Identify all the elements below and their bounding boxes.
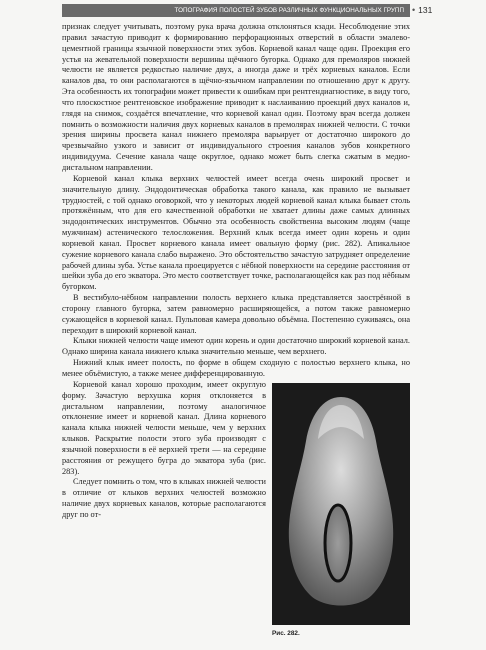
paragraph: Следует помнить о том, что в клыках нижней челюсти в отличие от клыков верхних челюстей возможно наличие двух корневых каналов, которые располагаются друг по от- <box>62 477 266 519</box>
paragraph: В вестибуло-нёбном направлении полость верхнего клыка представляется заострённой в сторону главного бугорка, затем равномерно расширяющейся, а потом также равномерно сужающейся в корневой канал. Пульповая камера довольно объёмна. Постепенно суживаясь, она переходит в широкий корневой канал. <box>62 293 410 335</box>
page-number-block <box>412 4 432 17</box>
body-text <box>62 22 410 640</box>
paragraph: признак следует учитывать, поэтому рука врача должна отклоняться кзади. Несоблюдение этих правил зачастую приводит к формированию перфорационных отверстий в области эмалево-цементной границы язычной поверхности этих зубов. Корневой канал чаще один. Проекция его устья на жевательной поверхности вершины щёчного бугорка. Однако для премоляров нижней челюсти не является редкостью наличие двух, а иногда даже и трёх корневых каналов. Если каналов два, то они располагаются в щёчно-язычном направлении по отношению друг к другу. Эта особенность их топографии может привести к ошибкам при рентгендиагностике, в виду того, что плоскостное рентгеновское изображение приводит к наслаиванию проекций двух каналов и, глядя на снимок, создаётся впечатление, что корневой канал один. Поэтому врач всегда должен помнить о возможности наличия двух корневых каналов в премолярах нижней челюсти. С точки зрения ширины просвета канал нижнего премоляра варьирует от достаточно широкого до чрезвычайно узкого и зависит от индивидуального строения каналов зубов конкретного индивидуума. Сечение канала чаще округлое, однако может быть слегка сжатым в медио-дистальном направлении. <box>62 22 410 172</box>
tooth-section-image <box>272 383 410 625</box>
paragraph: Нижний клык имеет полость, по форме в общем сходную с полостью верхнего клыка, но менее объёмистую, а также менее дифференцированную. <box>62 358 410 378</box>
page-number: 131 <box>418 5 433 15</box>
running-header: ТОПОГРАФИЯ ПОЛОСТЕЙ ЗУБОВ РАЗЛИЧНЫХ ФУНКЦИОНАЛЬНЫХ ГРУПП <box>62 4 410 17</box>
root-canal-oval <box>325 505 351 581</box>
bullet-icon: • <box>412 5 416 15</box>
figure-282 <box>272 383 410 640</box>
figure-section <box>62 380 410 640</box>
paragraph: Клыки нижней челюсти чаще имеют один корень и один достаточно широкий корневой канал. Однако ширина канала нижнего клыка значительно меньше, чем верхнего. <box>62 336 410 357</box>
paragraph: Корневой канал хорошо проходим, имеет округлую форму. Зачастую верхушка корня отклоняется в дистальном направлении, поэтому аналогичное отклонение имеет и корневой канал. Длина корневого канала клыка нижней челюсти меньше, чем у верхних клыков. Раскрытие полости этого зуба производят с язычной поверхности в её верхней трети — на середине расстояния от режущего бугра до экватора зуба (рис. 283). <box>62 379 266 476</box>
paragraph: Корневой канал клыка верхних челюстей имеет всегда очень широкий просвет и значительную длину. Эндодонтическая обработка такого канала, как правило не вызывает трудностей, с той однако оговоркой, что у некоторых людей корневой канал клыка бывает столь протяжённым, что для его качественной обработки не хватает длины даже самых длинных эндодонтических инструментов. Обычно эта особенность свойственна высоким людям (чаще мужчинам) астенического телосложения. Верхний клык всегда имеет один корень и один корневой канал. Просвет корневого канала имеет овальную форму (рис. 282). Апикальное сужение корневого канала слабо выражено. Это обстоятельство зачастую затрудняет определение рабочей длины зуба. Устье канала проецируется с нёбной поверхности на середине расстояния от шейки зуба до его экватора. Это место соответствует точке, располагающейся как раз под нёбным бугорком. <box>62 173 410 292</box>
figure-caption: Рис. 282. <box>272 629 300 637</box>
